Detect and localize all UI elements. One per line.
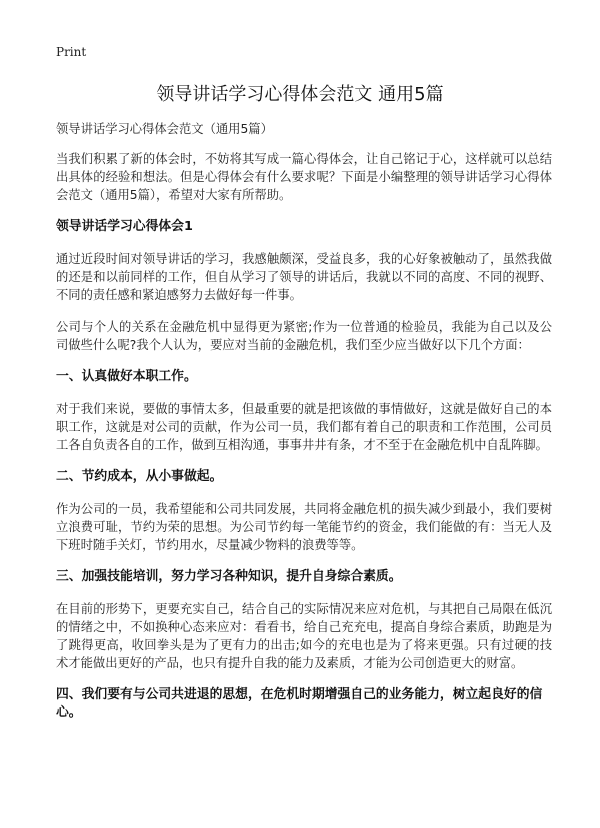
point-heading-2: 二、节约成本，从小事做起。	[56, 469, 223, 484]
document-body	[56, 120, 552, 736]
paragraph-5: 在目前的形势下，更要充实自己，结合自己的实际情况来应对危机，与其把自己局限在低沉的情绪之中，不如换种心态来应对：看看书，给自己充充电，提高自身综合素质，助跑是为了跳得更高，收回拳头是为了更有力的出击;如今的充电也是为了将来更强。只有过硬的技术才能做出更好的产品，也只有提升自我的能力及素质，才能为公司创造更大的财富。	[56, 602, 552, 670]
paragraph-4: 作为公司的一员，我希望能和公司共同发展，共同将金融危机的损失减少到最小，我们要树立浪费可耻，节约为荣的思想。为公司节约每一笔能节约的资金，我们能做的有：当无人及下班时随手关灯，节约用水，尽量减少物料的浪费等等。	[56, 502, 552, 552]
paragraph-1: 通过近段时间对领导讲话的学习，我感触颇深，受益良多，我的心好象被触动了，虽然我做的还是和以前同样的工作，但自从学习了领导的讲话后，我就以不同的高度、不同的视野、不同的责任感和紧迫感努力去做好每一件事。	[56, 252, 552, 302]
section-heading: 领导讲话学习心得体会1	[56, 219, 193, 234]
point-heading-4: 四、我们要有与公司共进退的思想，在危机时期增强自己的业务能力，树立起良好的信心。	[56, 687, 543, 720]
document-subtitle: 领导讲话学习心得体会范文（通用5篇）	[56, 122, 273, 136]
intro-paragraph: 当我们积累了新的体会时，不妨将其写成一篇心得体会，让自己铭记于心，这样就可以总结出具体的经验和想法。但是心得体会有什么要求呢？下面是小编整理的领导讲话学习心得体会范文（通用5篇），希望对大家有所帮助。	[56, 152, 552, 202]
paragraph-2: 公司与个人的关系在金融危机中显得更为紧密;作为一位普通的检验员，我能为自己以及公司做些什么呢?我个人认为，要应对当前的金融危机，我们至少应当做好以下几个方面：	[56, 320, 552, 352]
print-label: Print	[56, 45, 87, 59]
paragraph-3: 对于我们来说，要做的事情太多，但最重要的就是把该做的事情做好，这就是做好自己的本职工作，这就是对公司的贡献，作为公司一员，我们都有着自己的职责和工作范围，公司员工各自负责各自的工作，做到互相沟通，事事井井有条，才不至于在金融危机中自乱阵脚。	[56, 402, 552, 452]
point-heading-1: 一、认真做好本职工作。	[56, 369, 197, 384]
point-heading-3: 三、加强技能培训，努力学习各种知识，提升自身综合素质。	[56, 569, 402, 584]
page-title: 领导讲话学习心得体会范文 通用5篇	[156, 84, 444, 105]
